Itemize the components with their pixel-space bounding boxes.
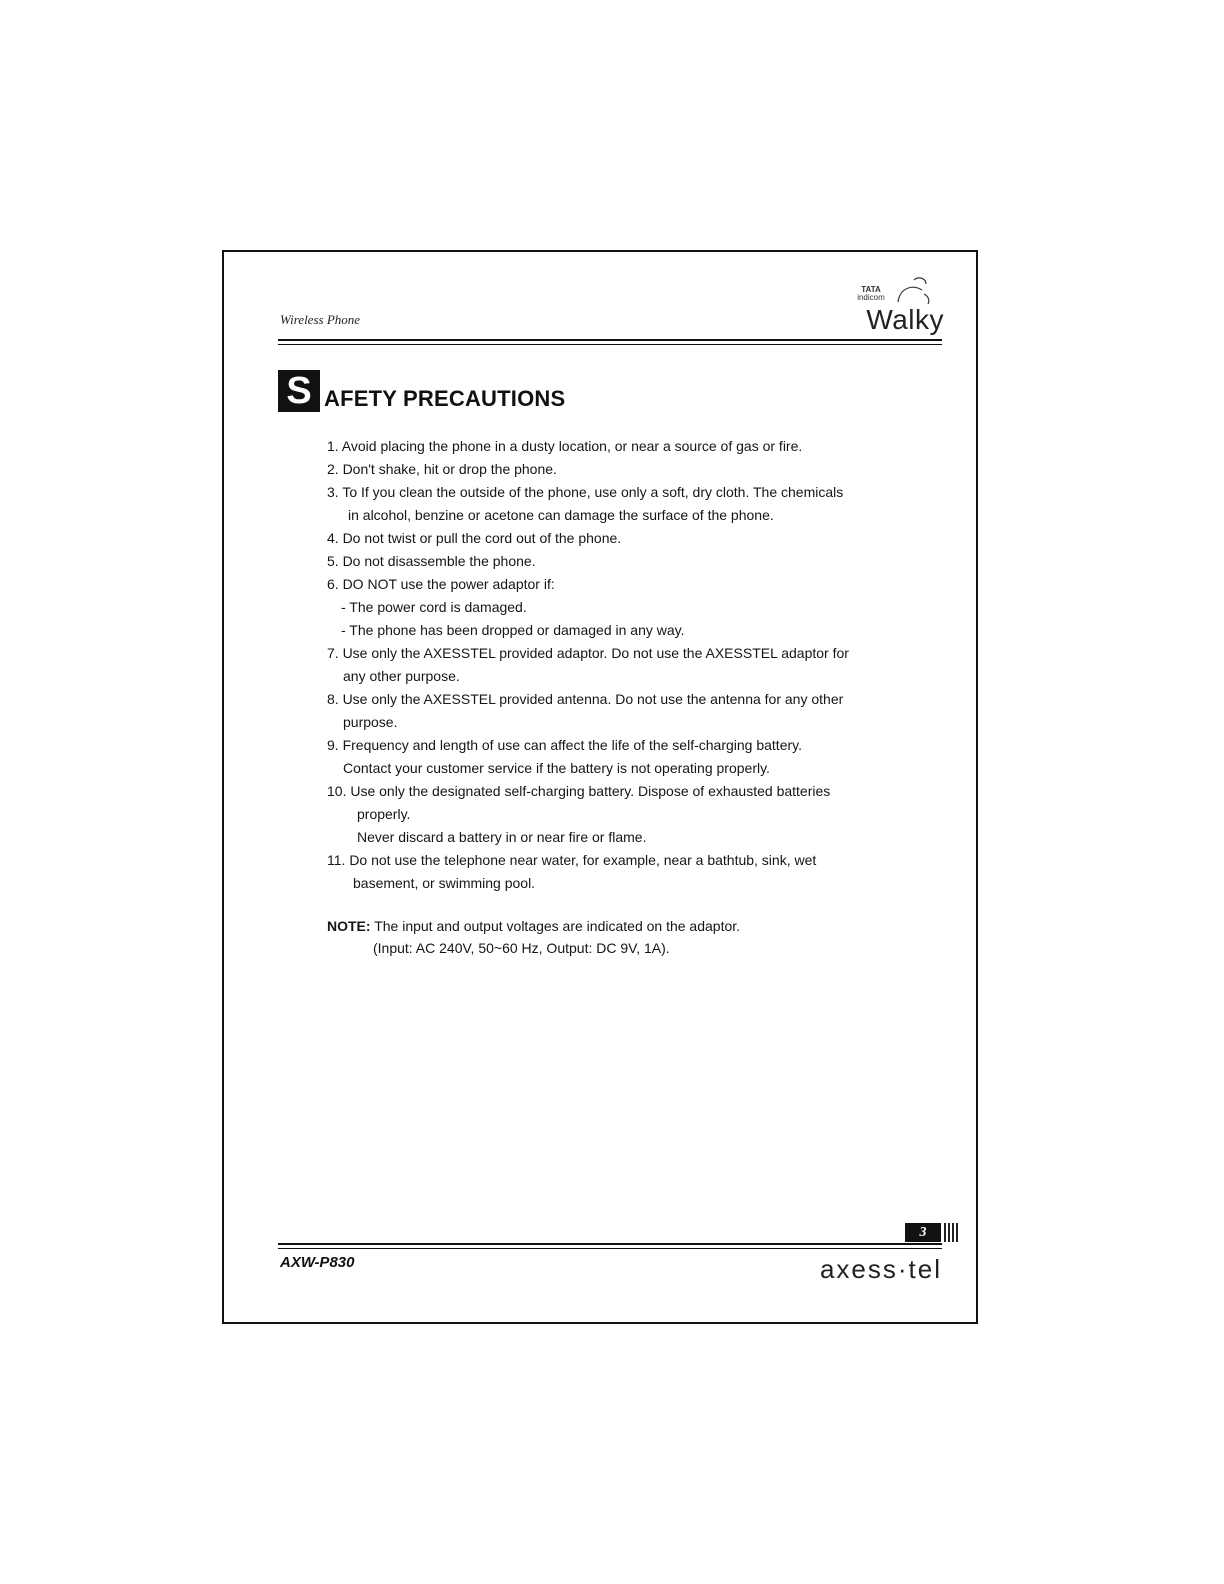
footer-rule-thin bbox=[278, 1248, 942, 1249]
list-item-continuation: any other purpose. bbox=[343, 668, 460, 684]
title-initial-box: S bbox=[278, 370, 320, 412]
note-block bbox=[327, 915, 927, 959]
list-item-continuation: purpose. bbox=[343, 714, 398, 730]
header-rule-thin bbox=[278, 344, 942, 345]
note-line-2: (Input: AC 240V, 50~60 Hz, Output: DC 9V, 1A). bbox=[373, 940, 670, 956]
axesstel-logo: axess·tel bbox=[819, 1254, 942, 1284]
page-title bbox=[278, 370, 565, 412]
header-rule bbox=[278, 339, 942, 341]
list-item: 3. To If you clean the outside of the phone, use only a soft, dry cloth. The chemicals bbox=[327, 484, 844, 500]
list-item-continuation: basement, or swimming pool. bbox=[353, 875, 536, 891]
list-item: 5. Do not disassemble the phone. bbox=[327, 553, 536, 569]
list-item-continuation: Never discard a battery in or near fire or flame. bbox=[357, 829, 647, 845]
list-item-continuation: Contact your customer service if the battery is not operating properly. bbox=[343, 760, 770, 776]
list-item-continuation: in alcohol, benzine or acetone can damage the surface of the phone. bbox=[348, 507, 774, 523]
list-item: 4. Do not twist or pull the cord out of the phone. bbox=[327, 530, 622, 546]
list-item: 1. Avoid placing the phone in a dusty location, or near a source of gas or fire. bbox=[327, 438, 803, 454]
list-item-continuation: properly. bbox=[357, 806, 411, 822]
list-item: 7. Use only the AXESSTEL provided adaptor. Do not use the AXESSTEL adaptor for bbox=[327, 645, 849, 661]
title-text: AFETY PRECAUTIONS bbox=[324, 386, 566, 411]
page-tab-marker bbox=[944, 1223, 960, 1242]
list-item: 8. Use only the AXESSTEL provided antenna. Do not use the antenna for any other bbox=[327, 691, 844, 707]
list-subitem: - The phone has been dropped or damaged in any way. bbox=[341, 622, 685, 638]
list-item: 9. Frequency and length of use can affect the life of the self-charging battery. bbox=[327, 737, 802, 753]
list-item: 2. Don't shake, hit or drop the phone. bbox=[327, 461, 557, 477]
logo-swirl-icon bbox=[892, 276, 936, 306]
model-number: AXW-P830 bbox=[280, 1254, 355, 1271]
note-line-1: The input and output voltages are indicated on the adaptor. bbox=[374, 918, 741, 934]
logo-tagline-tata: TATA bbox=[861, 285, 881, 294]
note-label: NOTE: bbox=[327, 918, 371, 934]
logo-tagline-indicom: indicom bbox=[857, 293, 885, 302]
list-item: 6. DO NOT use the power adaptor if: bbox=[327, 576, 555, 592]
footer-rule bbox=[278, 1243, 942, 1245]
logo-brand: Walky bbox=[866, 304, 944, 335]
list-item: 11. Do not use the telephone near water, for example, near a bathtub, sink, wet bbox=[327, 852, 817, 868]
list-item: 10. Use only the designated self-charging battery. Dispose of exhausted batteries bbox=[327, 783, 831, 799]
header-label: Wireless Phone bbox=[280, 312, 361, 327]
list-subitem: - The power cord is damaged. bbox=[341, 599, 527, 615]
walky-logo bbox=[838, 276, 948, 336]
page-number: 3 bbox=[905, 1223, 941, 1242]
logo-tagline bbox=[846, 286, 896, 302]
precautions-list bbox=[327, 435, 927, 895]
